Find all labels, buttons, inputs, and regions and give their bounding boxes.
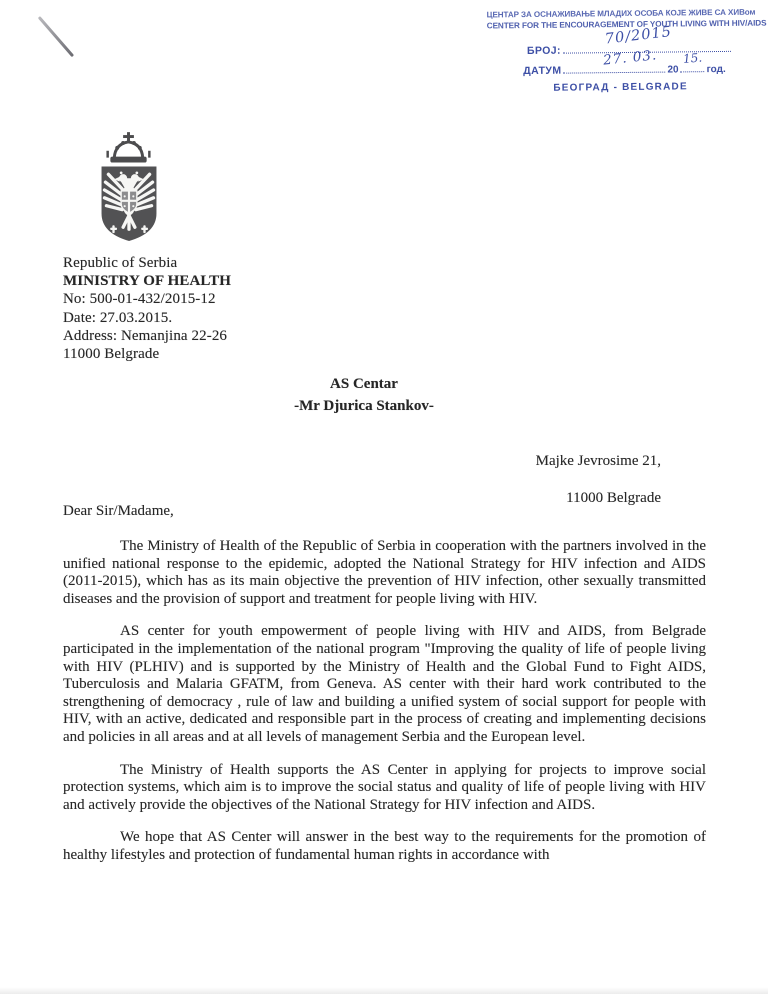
stamp-number-handwritten: 70/2015 (604, 24, 673, 48)
sender-city: 11000 Belgrade (63, 346, 160, 363)
stamp-org-english: CENTER FOR THE ENCOURAGEMENT OF YOUTH LIVING WITH HIV/AIDS (486, 18, 767, 31)
sender-block (63, 254, 231, 363)
recipient-address-block (536, 443, 661, 517)
recipient-organization: AS Centar (330, 376, 398, 392)
stamp-year-dotted-line (680, 50, 704, 72)
sender-ministry: MINISTRY OF HEALTH (63, 273, 231, 290)
stamp-number-label: БРОЈ: (526, 44, 561, 58)
letter-body (63, 538, 706, 880)
sender-date: Date: 27.03.2015. (63, 309, 173, 326)
paragraph-2: AS center for youth empowerment of people living with HIV and AIDS, from Belgrade participated in the implementation of the national program "Improving the quality of life of people living with HIV (PLHIV) and is supported by the Ministry of Health and the Global Fund to Fight AIDS, Tuberculosis and Malaria GFATM, from Geneva. AS center with their hard work contributed to the strengthening of democracy , rule of law and building a unified system of social support for people with HIV, with an active, dedicated and responsible part in the process of creating and implementing decisions and policies in all areas and at all levels of management Serbia and the European level. (63, 623, 706, 745)
stamp-year-handwritten: 15. (682, 50, 704, 67)
paragraph-4: We hope that AS Center will answer in the best way to the requirements for the promotion of healthy lifestyles and protection of fundamental human rights in accordance with (63, 829, 706, 863)
scan-mark-line (38, 16, 74, 57)
stamp-city: БЕОГРАД - BELGRADE (553, 81, 688, 94)
recipient-city: 11000 Belgrade (566, 490, 661, 506)
received-stamp (486, 7, 767, 95)
paragraph-3: The Ministry of Health supports the AS Center in applying for projects to improve social protection systems, which aim is to improve the social status and quality of life of people living with HIV and actively provide the objectives of the National Strategy for HIV infection and AIDS. (63, 761, 706, 813)
stamp-date-handwritten: 27. 03. (602, 47, 659, 69)
salutation: Dear Sir/Madame, (63, 503, 174, 519)
paragraph-1: The Ministry of Health of the Republic of Serbia in cooperation with the partners involved in the unified national response to the epidemic, adopted the National Strategy for HIV infection and AIDS (2011-2015), which has as its main objective the prevention of HIV infection, other sexually transmitted diseases and the provision of support and treatment for people living with HIV. (63, 538, 706, 607)
sender-country: Republic of Serbia (63, 255, 178, 271)
stamp-date-dotted-line (563, 47, 665, 74)
sender-ref-number: No: 500-01-432/2015-12 (63, 291, 216, 308)
stamp-org-serbian: ЦЕНТАР ЗА ОСНАЖИВАЊЕ МЛАДИХ ОСОБА КОЈЕ ЖИВЕ СА ХИВом (486, 7, 756, 20)
serbia-coat-of-arms-icon (78, 131, 180, 249)
recipient-block (244, 374, 484, 417)
stamp-year-suffix: год. (706, 63, 726, 76)
sender-address: Address: Nemanjina 22-26 (63, 327, 228, 344)
stamp-date-label: ДАТУМ (523, 64, 562, 78)
recipient-street: Majke Jevrosime 21, (535, 453, 661, 469)
stamp-year-prefix: 20 (667, 64, 679, 76)
recipient-person: -Mr Djurica Stankov- (294, 397, 434, 414)
